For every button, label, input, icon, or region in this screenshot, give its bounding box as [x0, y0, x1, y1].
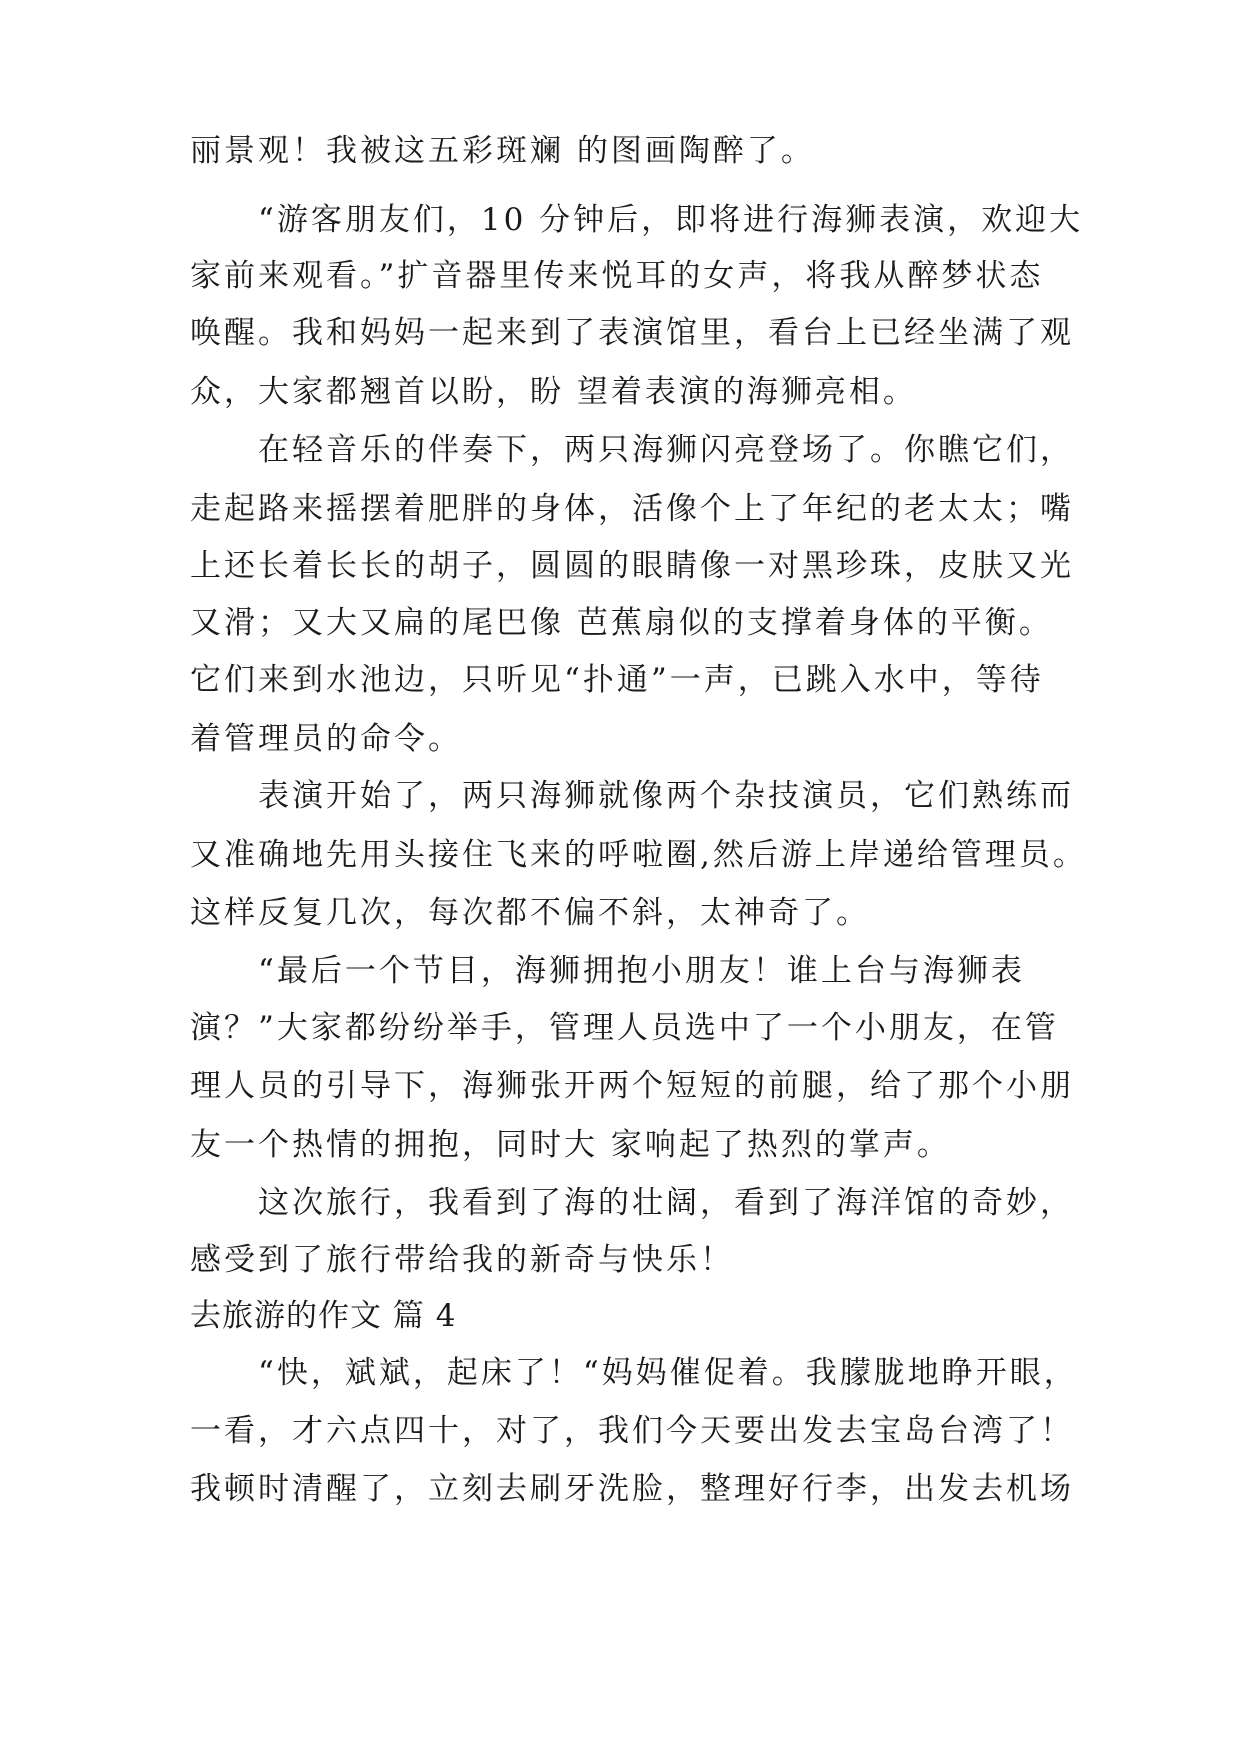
text-line: 演？”大家都纷纷举手，管理人员选中了一个小朋友，在管 — [190, 1010, 1059, 1046]
section-heading: 去旅游的作文 篇 4 — [190, 1298, 457, 1334]
text-line: 走起路来摇摆着肥胖的身体，活像个上了年纪的老太太；嘴 — [190, 491, 1074, 527]
text-line: 又滑；又大又扁的尾巴像 芭蕉扇似的支撑着身体的平衡。 — [190, 605, 1053, 641]
text-line: 理人员的引导下，海狮张开两个短短的前腿，给了那个小朋 — [190, 1068, 1074, 1104]
text-line: 着管理员的命令。 — [190, 721, 462, 757]
text-line: “快，斌斌，起床了！“妈妈催促着。我朦胧地睁开眼， — [258, 1355, 1078, 1391]
text-line: 又准确地先用头接住飞来的呼啦圈,然后游上岸递给管理员。 — [190, 837, 1087, 873]
text-line: 感受到了旅行带给我的新奇与快乐！ — [190, 1242, 734, 1278]
text-line: 众，大家都翘首以盼，盼 望着表演的海狮亮相。 — [190, 374, 917, 410]
text-line: 这样反复几次，每次都不偏不斜，太神奇了。 — [190, 895, 870, 931]
text-line: 一看，才六点四十，对了，我们今天要出发去宝岛台湾了！ — [190, 1413, 1074, 1449]
text-line: “游客朋友们，10 分钟后，即将进行海狮表演，欢迎大 — [258, 202, 1084, 238]
text-line: 表演开始了，两只海狮就像两个杂技演员，它们熟练而 — [258, 778, 1074, 814]
text-line: 友一个热情的拥抱，同时大 家响起了热烈的掌声。 — [190, 1127, 951, 1163]
text-line: 它们来到水池边，只听见“扑通”一声，已跳入水中，等待 — [190, 662, 1044, 698]
text-line: 我顿时清醒了，立刻去刷牙洗脸，整理好行李，出发去机场 — [190, 1471, 1074, 1507]
text-line: “最后一个节目，海狮拥抱小朋友！谁上台与海狮表 — [258, 953, 1025, 989]
text-line: 丽景观！我被这五彩斑斓 的图画陶醉了。 — [190, 133, 815, 169]
text-line: 家前来观看。”扩音器里传来悦耳的女声，将我从醉梦状态 — [190, 258, 1044, 294]
text-line: 唤醒。我和妈妈一起来到了表演馆里，看台上已经坐满了观 — [190, 315, 1074, 351]
text-line: 上还长着长长的胡子，圆圆的眼睛像一对黑珍珠，皮肤又光 — [190, 548, 1074, 584]
text-line: 在轻音乐的伴奏下，两只海狮闪亮登场了。你瞧它们， — [258, 432, 1074, 468]
text-line: 这次旅行，我看到了海的壮阔，看到了海洋馆的奇妙， — [258, 1185, 1074, 1221]
